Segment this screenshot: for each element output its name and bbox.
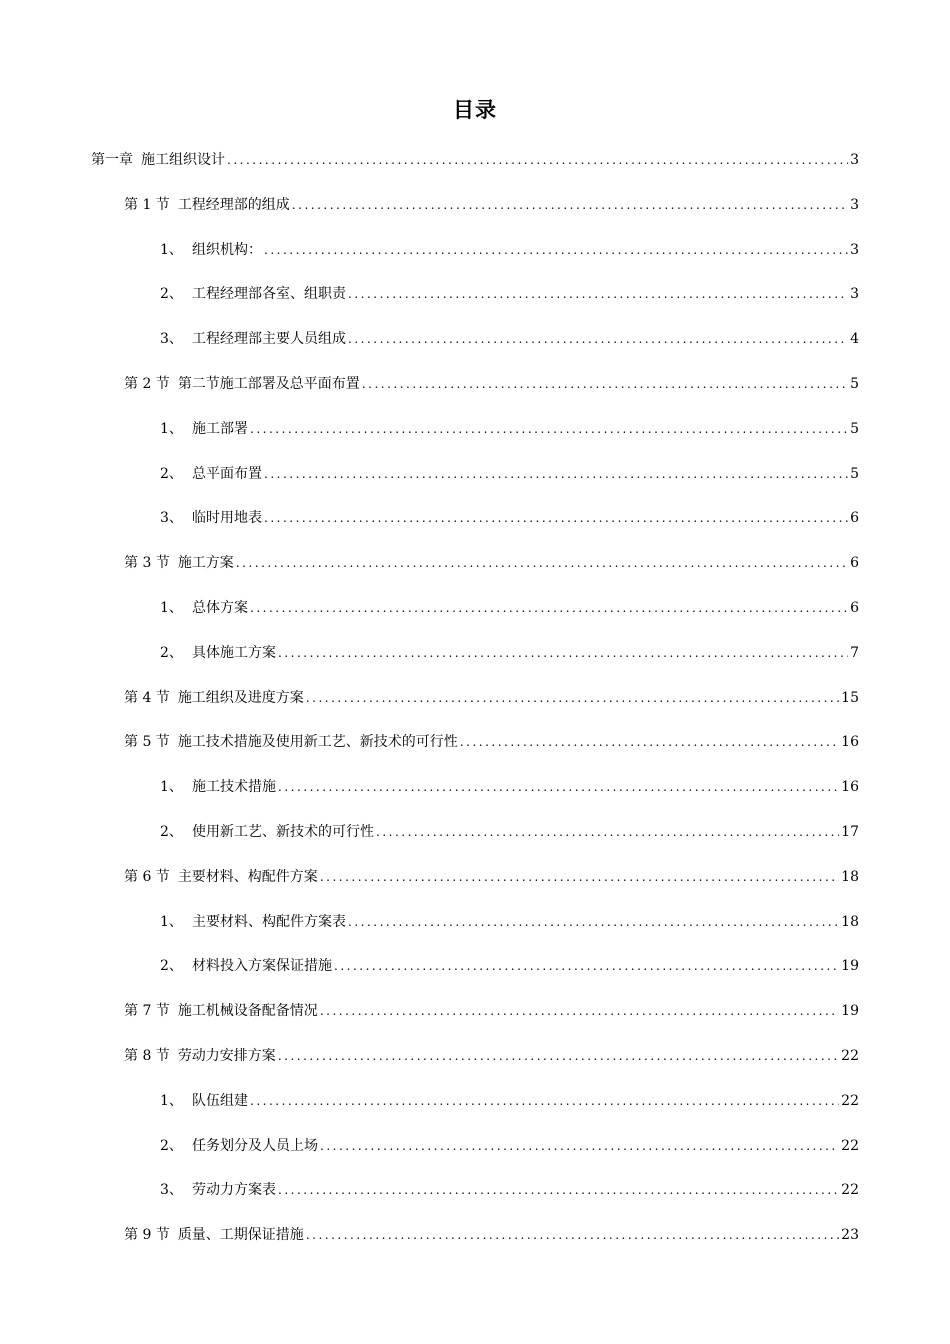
toc-entry-number: 第一章 bbox=[91, 152, 133, 168]
toc-entry-number: 第 1 节 bbox=[124, 197, 170, 213]
toc-entry-title: 使用新工艺、新技术的可行性 bbox=[192, 824, 374, 840]
toc-entry-title: 施工机械设备配备情况 bbox=[177, 1003, 318, 1019]
dot-leader bbox=[320, 999, 839, 1023]
toc-entry-number: 3、 bbox=[160, 331, 183, 347]
toc-entry[interactable] bbox=[124, 551, 859, 575]
toc-entry[interactable] bbox=[124, 1044, 859, 1068]
toc-entry-number: 2、 bbox=[160, 466, 183, 482]
toc-entry-number: 1、 bbox=[160, 779, 183, 795]
toc-entry-title: 劳动力方案表 bbox=[192, 1182, 276, 1198]
toc-entry-number: 1、 bbox=[160, 242, 183, 258]
toc-entry-page-number: 6 bbox=[850, 555, 859, 571]
dot-leader bbox=[306, 1223, 839, 1247]
toc-entry-title: 材料投入方案保证措施 bbox=[192, 958, 332, 974]
toc-entry-number: 第 4 节 bbox=[124, 690, 170, 706]
toc-entry-number: 第 2 节 bbox=[124, 376, 170, 392]
dot-leader bbox=[376, 820, 839, 844]
dot-leader bbox=[278, 1044, 839, 1068]
toc-entry-title: 第二节施工部署及总平面布置 bbox=[177, 376, 360, 392]
toc-entry-title: 总平面布置 bbox=[192, 466, 262, 482]
dot-leader bbox=[348, 327, 848, 351]
toc-entry[interactable] bbox=[160, 417, 859, 441]
dot-leader bbox=[264, 462, 848, 486]
toc-entry-page-number: 22 bbox=[841, 1093, 859, 1109]
dot-leader bbox=[264, 238, 848, 262]
dot-leader bbox=[264, 506, 848, 530]
toc-entry-title: 质量、工期保证措施 bbox=[177, 1227, 304, 1243]
toc-entry-page-number: 16 bbox=[841, 779, 859, 795]
toc-entry[interactable] bbox=[160, 1134, 859, 1158]
toc-entry-title: 施工方案 bbox=[177, 555, 234, 571]
toc-entry-title: 组织机构： bbox=[192, 242, 262, 258]
toc-entry-page-number: 23 bbox=[841, 1227, 859, 1243]
toc-entry-number: 2、 bbox=[160, 1138, 183, 1154]
toc-entry[interactable] bbox=[160, 506, 859, 530]
toc-entry-number: 第 3 节 bbox=[124, 555, 170, 571]
toc-entry-number: 1、 bbox=[160, 1093, 183, 1109]
toc-entry-page-number: 5 bbox=[850, 376, 859, 392]
toc-entry-number: 3、 bbox=[160, 1182, 183, 1198]
dot-leader bbox=[250, 1089, 839, 1113]
toc-entry-title: 施工组织设计 bbox=[141, 152, 225, 168]
toc-entry-number: 3、 bbox=[160, 510, 183, 526]
toc-entry[interactable] bbox=[160, 1089, 859, 1113]
dot-leader bbox=[460, 730, 839, 754]
dot-leader bbox=[348, 282, 848, 306]
toc-entry-number: 第 6 节 bbox=[124, 869, 170, 885]
toc-entry-number: 2、 bbox=[160, 958, 183, 974]
dot-leader bbox=[278, 775, 839, 799]
toc-entry[interactable] bbox=[160, 1178, 859, 1202]
toc-entry-page-number: 5 bbox=[850, 421, 859, 437]
toc-entry-page-number: 17 bbox=[841, 824, 859, 840]
toc-entry[interactable] bbox=[124, 730, 859, 754]
toc-entry-page-number: 22 bbox=[841, 1138, 859, 1154]
toc-entry-page-number: 3 bbox=[850, 242, 859, 258]
toc-entry-page-number: 5 bbox=[850, 466, 859, 482]
toc-entry-page-number: 16 bbox=[841, 734, 859, 750]
toc-entry-page-number: 3 bbox=[850, 197, 859, 213]
toc-entry[interactable] bbox=[160, 954, 859, 978]
toc-entry-title: 工程经理部主要人员组成 bbox=[192, 331, 346, 347]
dot-leader bbox=[292, 193, 848, 217]
toc-entry-title: 施工部署 bbox=[192, 421, 248, 437]
toc-entry[interactable] bbox=[160, 641, 859, 665]
dot-leader bbox=[306, 686, 839, 710]
toc-entry-number: 2、 bbox=[160, 824, 183, 840]
toc-entry[interactable] bbox=[124, 865, 859, 889]
toc-entry-number: 第 7 节 bbox=[124, 1003, 170, 1019]
toc-entry-page-number: 18 bbox=[841, 914, 859, 930]
toc-entry-page-number: 6 bbox=[850, 600, 859, 616]
dot-leader bbox=[278, 641, 848, 665]
dot-leader bbox=[227, 148, 848, 172]
toc-entry[interactable] bbox=[124, 372, 859, 396]
toc-entry-page-number: 3 bbox=[850, 152, 859, 168]
toc-entry-number: 1、 bbox=[160, 600, 183, 616]
toc-entry-number: 1、 bbox=[160, 421, 183, 437]
toc-entry-page-number: 22 bbox=[841, 1182, 859, 1198]
toc-entry-title: 施工技术措施及使用新工艺、新技术的可行性 bbox=[177, 734, 458, 750]
toc-entry-title: 劳动力安排方案 bbox=[177, 1048, 276, 1064]
toc-entry[interactable] bbox=[160, 910, 859, 934]
toc-entry-page-number: 7 bbox=[850, 645, 859, 661]
dot-leader bbox=[236, 551, 848, 575]
toc-entry-number: 第 9 节 bbox=[124, 1227, 170, 1243]
toc-entry[interactable] bbox=[124, 1223, 859, 1247]
toc-entry[interactable] bbox=[160, 462, 859, 486]
toc-entry-number: 第 5 节 bbox=[124, 734, 170, 750]
toc-entry-title: 具体施工方案 bbox=[192, 645, 276, 661]
toc-entry-page-number: 6 bbox=[850, 510, 859, 526]
toc-entry-title: 工程经理部的组成 bbox=[177, 197, 290, 213]
toc-entry[interactable] bbox=[160, 327, 859, 351]
dot-leader bbox=[320, 1134, 839, 1158]
toc-entry-title: 主要材料、构配件方案表 bbox=[192, 914, 346, 930]
toc-entry-number: 第 8 节 bbox=[124, 1048, 170, 1064]
toc-title: 目录 bbox=[453, 98, 497, 122]
toc-entry[interactable] bbox=[160, 820, 859, 844]
dot-leader bbox=[334, 954, 839, 978]
toc-entry-title: 临时用地表 bbox=[192, 510, 262, 526]
toc-entry-page-number: 19 bbox=[841, 1003, 859, 1019]
toc-entry[interactable] bbox=[160, 282, 859, 306]
toc-entry-page-number: 19 bbox=[841, 958, 859, 974]
toc-entry-number: 2、 bbox=[160, 645, 183, 661]
toc-entry-title: 施工组织及进度方案 bbox=[177, 690, 304, 706]
toc-entry-page-number: 18 bbox=[841, 869, 859, 885]
toc-entry-page-number: 15 bbox=[841, 690, 859, 706]
toc-entry-title: 工程经理部各室、组职责 bbox=[192, 286, 346, 302]
dot-leader bbox=[348, 910, 839, 934]
toc-entry-page-number: 22 bbox=[841, 1048, 859, 1064]
toc-entry-title: 队伍组建 bbox=[192, 1093, 248, 1109]
toc-entry[interactable] bbox=[160, 238, 859, 262]
dot-leader bbox=[320, 865, 839, 889]
toc-entry-number: 1、 bbox=[160, 914, 183, 930]
toc-entry[interactable] bbox=[91, 148, 859, 172]
dot-leader bbox=[362, 372, 848, 396]
toc-entry-number: 2、 bbox=[160, 286, 183, 302]
toc-entry[interactable] bbox=[124, 686, 859, 710]
toc-entry-page-number: 4 bbox=[850, 331, 859, 347]
toc-entry-title: 总体方案 bbox=[192, 600, 248, 616]
dot-leader bbox=[250, 417, 848, 441]
toc-entry[interactable] bbox=[160, 596, 859, 620]
dot-leader bbox=[250, 596, 848, 620]
toc-entry-title: 任务划分及人员上场 bbox=[192, 1138, 318, 1154]
toc-entry[interactable] bbox=[124, 193, 859, 217]
toc-entry-title: 施工技术措施 bbox=[192, 779, 276, 795]
toc-entry[interactable] bbox=[124, 999, 859, 1023]
toc-entry-page-number: 3 bbox=[850, 286, 859, 302]
toc-entry-title: 主要材料、构配件方案 bbox=[177, 869, 318, 885]
dot-leader bbox=[278, 1178, 839, 1202]
toc-entry[interactable] bbox=[160, 775, 859, 799]
